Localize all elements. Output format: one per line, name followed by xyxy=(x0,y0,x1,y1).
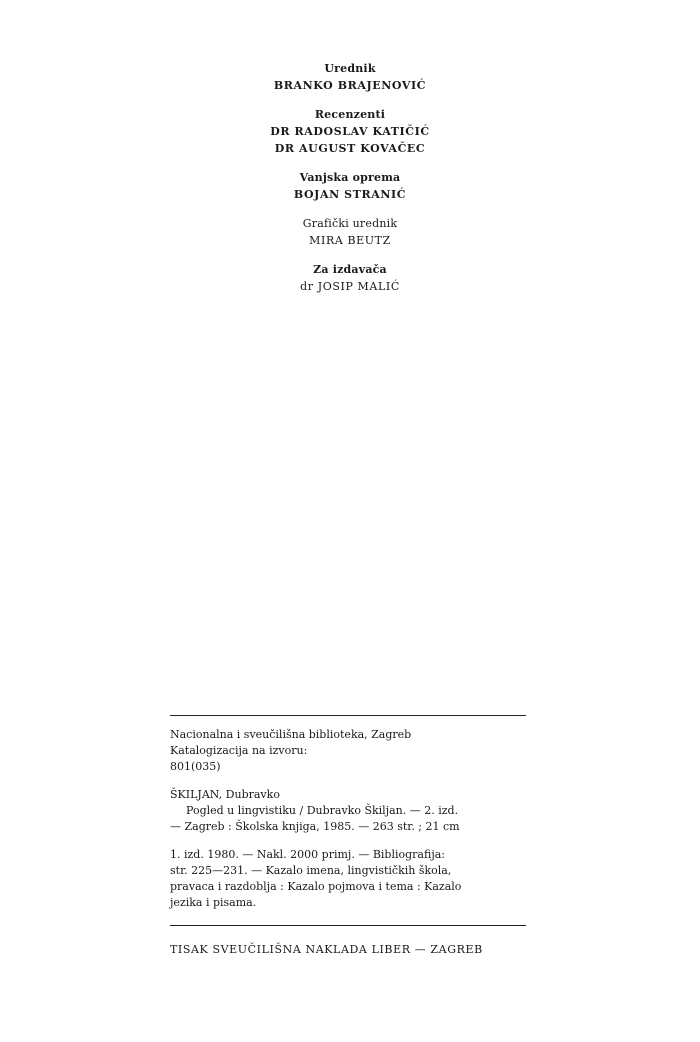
cip-entry xyxy=(170,787,526,835)
credits-section xyxy=(0,60,700,307)
credit-cover-design xyxy=(0,169,700,203)
credit-editor xyxy=(0,60,700,94)
cip-note-line: pravaca i razdoblja : Kazalo pojmova i tema : Kazalo xyxy=(170,880,462,893)
cip-header xyxy=(170,727,526,775)
cip-notes xyxy=(170,847,526,911)
credit-name: DR AUGUST KOVAČEC xyxy=(274,142,426,155)
cip-author: ŠKILJAN, Dubravko xyxy=(170,788,280,801)
cip-classification: 801(035) xyxy=(170,760,221,773)
cip-library-line: Nacionalna i sveučilišna biblioteka, Zagreb xyxy=(170,728,412,741)
bottom-divider xyxy=(170,925,526,926)
credit-role: Urednik xyxy=(324,62,376,75)
credit-name: dr JOSIP MALIĆ xyxy=(300,280,400,293)
credit-role: Recenzenti xyxy=(314,108,386,121)
credit-name: BOJAN STRANIĆ xyxy=(293,188,407,201)
top-divider xyxy=(170,715,526,716)
credit-reviewers xyxy=(0,106,700,157)
credit-publisher-rep xyxy=(0,261,700,295)
cip-title-line: Pogled u lingvistiku / Dubravko Škiljan. — 2. izd. xyxy=(186,804,459,817)
printer-line: TISAK SVEUČILIŠNA NAKLADA LIBER — ZAGREB xyxy=(170,943,483,956)
credit-name: MIRA BEUTZ xyxy=(309,234,391,247)
credit-role: Vanjska oprema xyxy=(299,171,401,184)
cip-catalog-record xyxy=(170,715,526,958)
credit-name: DR RADOSLAV KATIČIĆ xyxy=(270,125,430,138)
credit-role: Grafički urednik xyxy=(302,217,398,230)
cip-note-line: 1. izd. 1980. — Nakl. 2000 primj. — Bibliografija: xyxy=(170,848,445,861)
cip-label-line: Katalogizacija na izvoru: xyxy=(170,744,308,757)
cip-note-line: str. 225—231. — Kazalo imena, lingvističkih škola, xyxy=(170,864,452,877)
credit-role: Za izdavača xyxy=(313,263,387,276)
cip-note-line: jezika i pisama. xyxy=(170,896,257,909)
cip-publication-line: — Zagreb : Školska knjiga, 1985. — 263 str. ; 21 cm xyxy=(170,820,460,833)
credit-graphic-editor xyxy=(0,215,700,249)
credit-name: BRANKO BRAJENOVIĆ xyxy=(273,79,427,92)
